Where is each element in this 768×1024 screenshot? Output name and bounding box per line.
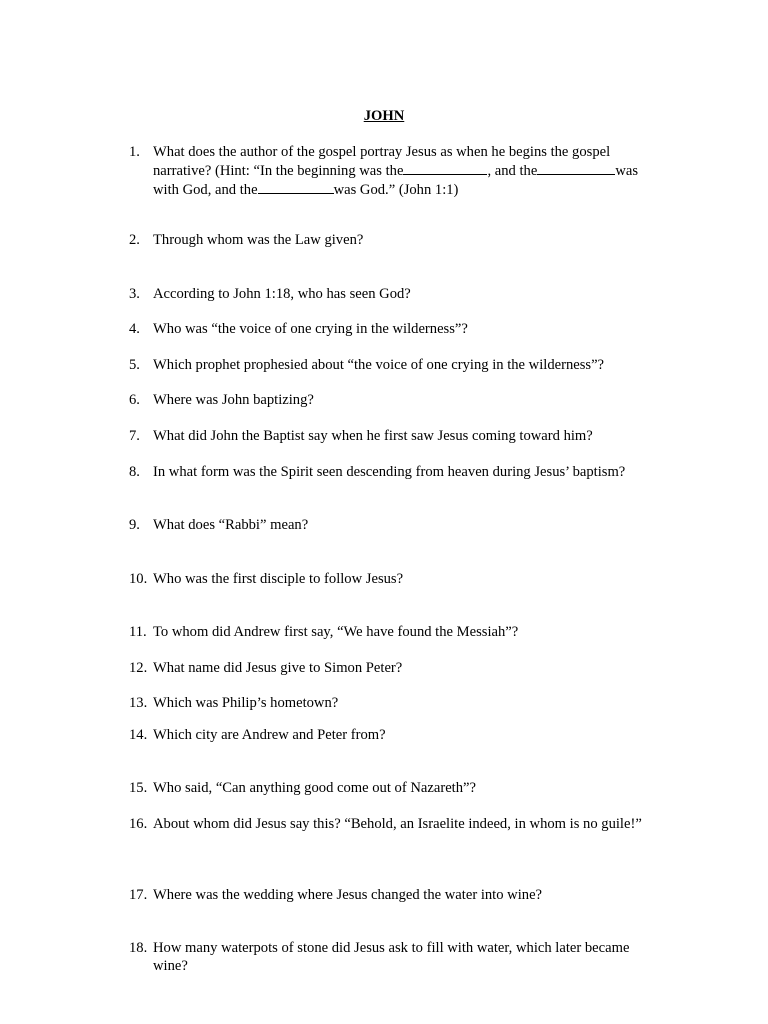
question-3 — [129, 285, 659, 303]
question-number: 12. — [129, 660, 148, 676]
question-text: According to John 1:18, who has seen God? — [153, 286, 411, 302]
question-number: 4. — [129, 321, 140, 337]
question-text: Where was the wedding where Jesus changed the water into wine? — [153, 887, 543, 903]
question-18 — [129, 939, 659, 975]
question-text-part: What does the author of the gospel portray Jesus as when he begins the gospel narrative? (Hint: “In the beginning was the — [153, 144, 611, 179]
question-10 — [129, 570, 659, 588]
question-text: To whom did Andrew first say, “We have found the Messiah”? — [153, 624, 519, 640]
answer-blank[interactable] — [403, 161, 487, 175]
question-number: 7. — [129, 428, 140, 444]
question-text: Who was “the voice of one crying in the wilderness”? — [153, 321, 468, 337]
question-number: 5. — [129, 357, 140, 373]
question-text: What did John the Baptist say when he first saw Jesus coming toward him? — [153, 428, 593, 444]
question-7 — [129, 427, 659, 445]
question-9 — [129, 516, 659, 534]
question-16 — [129, 815, 659, 833]
question-text — [153, 143, 659, 199]
question-number: 11. — [129, 624, 147, 640]
question-text: In what form was the Spirit seen descending from heaven during Jesus’ baptism? — [153, 464, 626, 480]
question-number: 14. — [129, 727, 148, 743]
question-number: 6. — [129, 392, 140, 408]
question-number: 3. — [129, 286, 140, 302]
question-text: Who said, “Can anything good come out of Nazareth”? — [153, 780, 476, 796]
question-text: About whom did Jesus say this? “Behold, an Israelite indeed, in whom is no guile!” — [153, 816, 642, 832]
answer-blank[interactable] — [258, 180, 334, 194]
question-number: 8. — [129, 464, 140, 480]
question-number: 17. — [129, 887, 148, 903]
question-1 — [129, 143, 659, 199]
question-text: Through whom was the Law given? — [153, 232, 364, 248]
question-12 — [129, 659, 659, 677]
question-number: 9. — [129, 517, 140, 533]
answer-blank[interactable] — [537, 161, 615, 175]
question-11 — [129, 623, 659, 641]
question-15 — [129, 779, 659, 797]
question-text-part: was with God, and the — [153, 163, 639, 198]
question-number: 1. — [129, 144, 140, 160]
question-text-part: was God.” (John 1:1) — [333, 182, 459, 198]
question-text: Where was John baptizing? — [153, 392, 314, 408]
question-text-part: , and the — [487, 163, 538, 179]
question-number: 16. — [129, 816, 148, 832]
question-5 — [129, 356, 659, 374]
question-2 — [129, 231, 659, 249]
question-text: How many waterpots of stone did Jesus ask to fill with water, which later became wine? — [153, 940, 630, 974]
question-text: Who was the first disciple to follow Jesus? — [153, 571, 404, 587]
question-8 — [129, 463, 659, 481]
question-text: Which city are Andrew and Peter from? — [153, 727, 386, 743]
question-number: 13. — [129, 695, 148, 711]
question-text: What does “Rabbi” mean? — [153, 517, 309, 533]
question-number: 15. — [129, 780, 148, 796]
question-14 — [129, 726, 659, 744]
question-text: Which was Philip’s hometown? — [153, 695, 339, 711]
question-number: 18. — [129, 940, 148, 956]
question-number: 2. — [129, 232, 140, 248]
question-4 — [129, 320, 659, 338]
question-text: What name did Jesus give to Simon Peter? — [153, 660, 403, 676]
page-title: JOHN — [363, 108, 405, 124]
question-13 — [129, 694, 659, 712]
question-number: 10. — [129, 571, 148, 587]
question-text: Which prophet prophesied about “the voice of one crying in the wilderness”? — [153, 357, 605, 373]
question-6 — [129, 391, 659, 409]
question-17 — [129, 886, 659, 904]
